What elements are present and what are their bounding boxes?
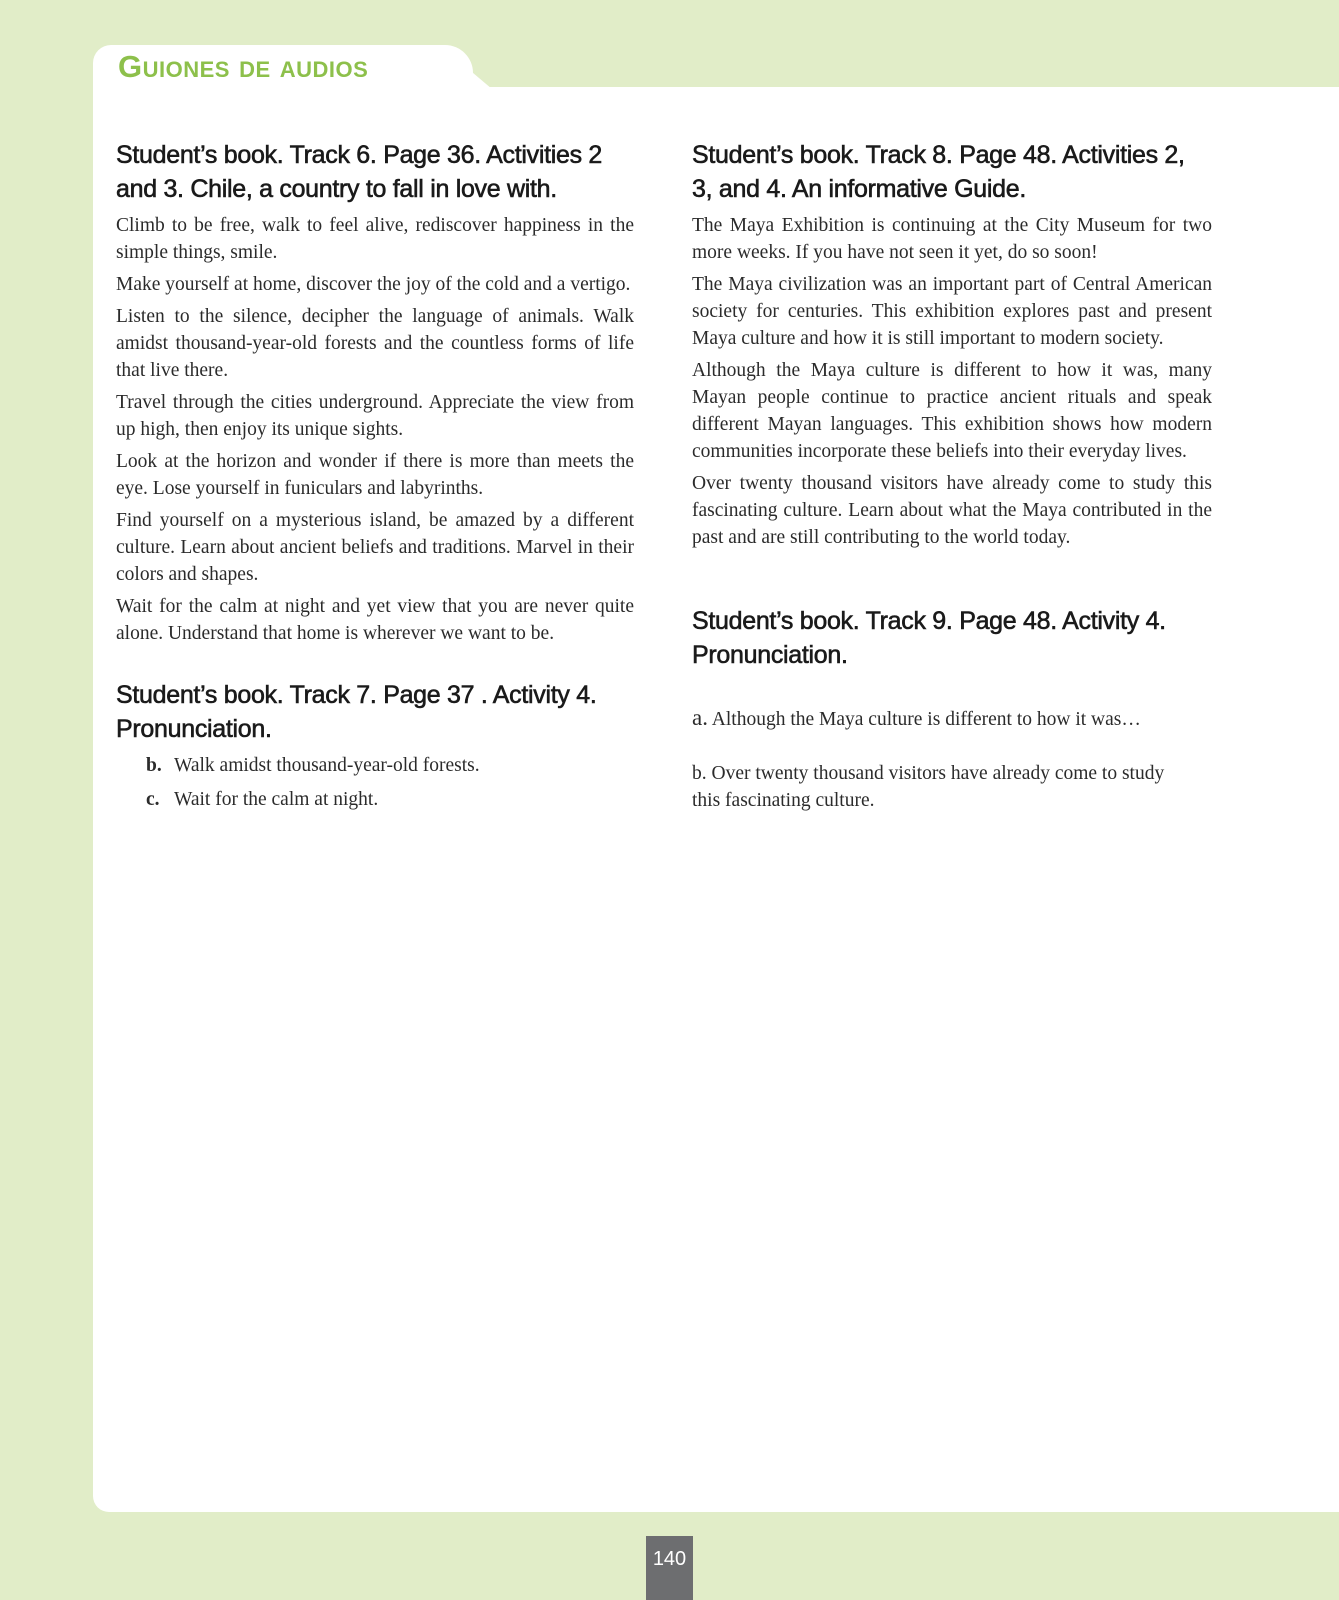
page-number: 140 — [646, 1536, 693, 1600]
track8-heading-line1: Student’s book. Track 8. Page 48. Activities 2, — [692, 141, 1185, 169]
right-column — [692, 138, 1212, 814]
track6-paragraph: Look at the horizon and wonder if there is more than meets the eye. Lose yourself in funiculars and labyrinths. — [116, 451, 634, 499]
track9-item-a-letter: a. — [692, 705, 708, 730]
list-item — [146, 786, 634, 813]
track8-heading — [692, 138, 1212, 206]
track7-heading — [116, 678, 634, 746]
track8-paragraph: The Maya Exhibition is continuing at the City Museum for two more weeks. If you have not seen it yet, do so soon! — [692, 215, 1212, 263]
header-tab-slope — [440, 45, 492, 89]
track6-paragraph: Make yourself at home, discover the joy of the cold and a vertigo. — [116, 274, 631, 295]
section-title: Guiones de audios — [118, 49, 369, 84]
track6-paragraph: Travel through the cities underground. Appreciate the view from up high, then enjoy its unique sights. — [116, 392, 634, 440]
list-item-letter: b. — [146, 755, 162, 776]
left-column — [116, 138, 634, 820]
track7-heading-line1: Student’s book. Track 7. Page 37 . Activity 4. — [116, 681, 597, 709]
track9-heading-line1: Student’s book. Track 9. Page 48. Activity 4. — [692, 607, 1166, 635]
list-item-text: Walk amidst thousand-year-old forests. — [174, 755, 480, 776]
track6-heading — [116, 138, 634, 206]
track9-item-a-text: Although the Maya culture is different to how it was… — [711, 709, 1141, 730]
track8-paragraph: Over twenty thousand visitors have already come to study this fascinating culture. Learn about what the Maya contributed in the past and are still contributing to the world today. — [692, 473, 1212, 548]
track7-heading-line2: Pronunciation. — [116, 715, 272, 743]
list-item-letter: c. — [146, 789, 160, 810]
track6-heading-line2: and 3. Chile, a country to fall in love with. — [116, 175, 557, 203]
track6-paragraph: Climb to be free, walk to feel alive, rediscover happiness in the simple things, smile. — [116, 215, 634, 263]
track9-item-a — [692, 704, 1172, 733]
track8-paragraph: The Maya civilization was an important part of Central American society for centuries. This exhibition explores past and present Maya culture and how it is still important to modern society. — [692, 274, 1212, 349]
track6-paragraph: Find yourself on a mysterious island, be amazed by a different culture. Learn about ancient beliefs and traditions. Marvel in their colors and shapes. — [116, 510, 634, 585]
track9-heading-line2: Pronunciation. — [692, 641, 848, 669]
track8-paragraph: Although the Maya culture is different to how it was, many Mayan people continue to practice ancient rituals and speak different Mayan languages. This exhibition shows how modern communities incorporate these beliefs into their everyday lives. — [692, 360, 1212, 462]
track6-heading-line1: Student’s book. Track 6. Page 36. Activities 2 — [116, 141, 603, 169]
list-item — [146, 752, 634, 779]
list-item-text: Wait for the calm at night. — [174, 789, 379, 810]
track9-item-b: b. Over twenty thousand visitors have already come to study this fascinating culture. — [692, 763, 1165, 811]
track6-paragraph: Listen to the silence, decipher the language of animals. Walk amidst thousand-year-old forests and the countless forms of life that live there. — [116, 306, 634, 381]
track6-paragraph: Wait for the calm at night and yet view that you are never quite alone. Understand that home is wherever we want to be. — [116, 596, 634, 644]
track8-heading-line2: 3, and 4. An informative Guide. — [692, 175, 1026, 203]
track9-heading — [692, 604, 1212, 672]
